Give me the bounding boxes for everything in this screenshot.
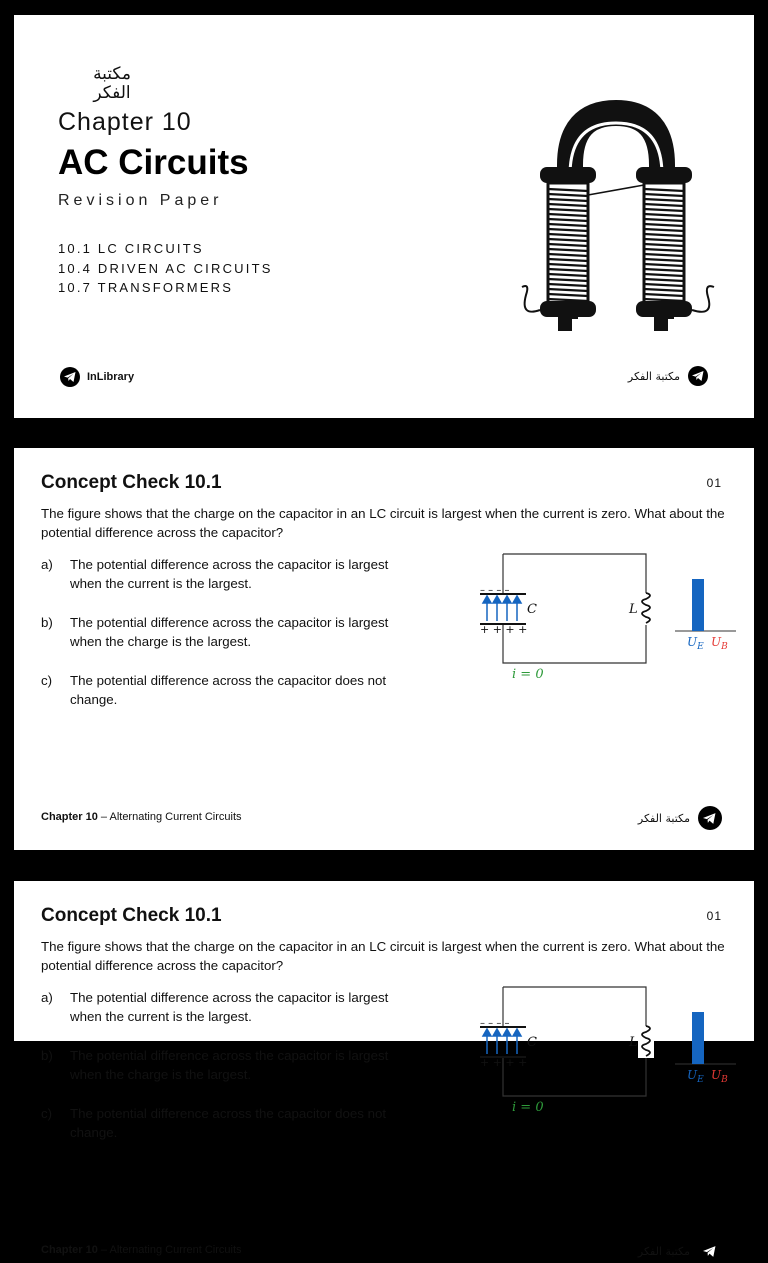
chapter-footer bbox=[41, 1244, 242, 1256]
answer-options bbox=[41, 555, 411, 729]
channel-name-arabic: مكتبة الفكر bbox=[637, 811, 690, 825]
channel-name-arabic: مكتبة الفكر bbox=[637, 1244, 690, 1258]
option-text: The potential difference across the capacitor is largest when the current is the largest. bbox=[70, 557, 389, 591]
footer-chapter: Chapter 10 bbox=[41, 811, 98, 823]
toc-item: 10.1 LC CIRCUITS bbox=[58, 241, 204, 256]
channel-name-arabic: مكتبة الفكر bbox=[627, 369, 680, 383]
option-text: The potential difference across the capacitor is largest when the charge is the largest. bbox=[70, 1048, 389, 1082]
option-key: c) bbox=[41, 1106, 53, 1121]
electric-field-arrows bbox=[483, 596, 521, 621]
footer-chapter-title: – Alternating Current Circuits bbox=[97, 1244, 242, 1256]
energy-b-label: $U_B$ bbox=[711, 635, 728, 652]
coil-illustration bbox=[500, 105, 732, 345]
energy-e-label: $U_E$ bbox=[687, 635, 704, 652]
capacitor-negative-charges: – – – – bbox=[480, 1018, 510, 1029]
footer-chapter: Chapter 10 bbox=[41, 1244, 98, 1256]
concept-check-slide bbox=[14, 448, 754, 850]
capacitor-negative-charges: – – – – bbox=[480, 585, 510, 596]
answer-option-c[interactable] bbox=[41, 1104, 411, 1142]
logo-line-1: مكتبة bbox=[93, 64, 131, 84]
concept-check-title: Concept Check 10.1 bbox=[41, 472, 222, 493]
capacitor-positive-charges: + + + + bbox=[480, 623, 528, 636]
energy-b-label: $U_B$ bbox=[711, 1068, 728, 1085]
option-text: The potential difference across the capacitor does not change. bbox=[70, 673, 387, 707]
option-text: The potential difference across the capacitor is largest when the charge is the largest. bbox=[70, 615, 389, 649]
concept-check-title: Concept Check 10.1 bbox=[41, 905, 222, 926]
page-number: 01 bbox=[706, 476, 722, 490]
option-text: The potential difference across the capacitor is largest when the current is the largest. bbox=[70, 990, 389, 1024]
table-of-contents bbox=[58, 239, 273, 298]
answer-option-b[interactable] bbox=[41, 1046, 411, 1084]
channel-link-footer[interactable] bbox=[638, 1239, 722, 1263]
channel-link-footer[interactable] bbox=[638, 806, 722, 830]
chapter-footer bbox=[41, 811, 242, 823]
cover-title: AC Circuits bbox=[58, 143, 249, 182]
electric-field-arrows bbox=[483, 1029, 521, 1054]
answer-option-b[interactable] bbox=[41, 613, 411, 651]
toc-item: 10.7 TRANSFORMERS bbox=[58, 280, 234, 295]
channel-link-right[interactable] bbox=[628, 366, 708, 386]
option-text: The potential difference across the capacitor does not change. bbox=[70, 1106, 387, 1140]
inductor-label: L bbox=[629, 602, 638, 617]
current-label: i = 0 bbox=[512, 1100, 544, 1115]
answer-option-a[interactable] bbox=[41, 988, 411, 1026]
question-text: The figure shows that the charge on the capacitor in an LC circuit is largest when the current is zero. What about the potential difference across the capacitor? bbox=[41, 939, 725, 973]
library-logo bbox=[72, 65, 152, 103]
telegram-icon bbox=[698, 1239, 722, 1263]
energy-e-label: $U_E$ bbox=[687, 1068, 704, 1085]
cover-subtitle: Revision Paper bbox=[58, 192, 223, 209]
option-key: b) bbox=[41, 615, 53, 630]
concept-check-slide bbox=[14, 881, 754, 1258]
channel-link-left[interactable] bbox=[60, 367, 134, 387]
option-key: a) bbox=[41, 990, 53, 1005]
option-key: b) bbox=[41, 1048, 53, 1063]
telegram-icon bbox=[698, 806, 722, 830]
current-label: i = 0 bbox=[512, 667, 544, 682]
option-key: a) bbox=[41, 557, 53, 572]
energy-e-bar bbox=[692, 579, 704, 631]
chapter-label: Chapter 10 bbox=[58, 108, 192, 136]
capacitor-label: C bbox=[527, 1035, 537, 1050]
cover-slide bbox=[14, 15, 754, 418]
toc-item: 10.4 DRIVEN AC CIRCUITS bbox=[58, 260, 273, 276]
logo-line-2: الفكر bbox=[93, 83, 131, 103]
telegram-icon bbox=[60, 367, 80, 387]
telegram-icon bbox=[688, 366, 708, 386]
capacitor-label: C bbox=[527, 602, 537, 617]
answer-option-a[interactable] bbox=[41, 555, 411, 593]
page-number: 01 bbox=[706, 909, 722, 923]
inductor-label: L bbox=[629, 1035, 638, 1050]
lc-circuit-figure bbox=[478, 984, 740, 1114]
channel-name: InLibrary bbox=[87, 371, 135, 383]
answer-option-c[interactable] bbox=[41, 671, 411, 709]
lc-circuit-figure bbox=[478, 551, 740, 681]
question-text: The figure shows that the charge on the capacitor in an LC circuit is largest when the current is zero. What about the potential difference across the capacitor? bbox=[41, 506, 725, 540]
footer-chapter-title: – Alternating Current Circuits bbox=[97, 811, 242, 823]
option-key: c) bbox=[41, 673, 53, 688]
answer-options bbox=[41, 988, 411, 1162]
energy-e-bar bbox=[692, 1012, 704, 1064]
capacitor-positive-charges: + + + + bbox=[480, 1056, 528, 1069]
